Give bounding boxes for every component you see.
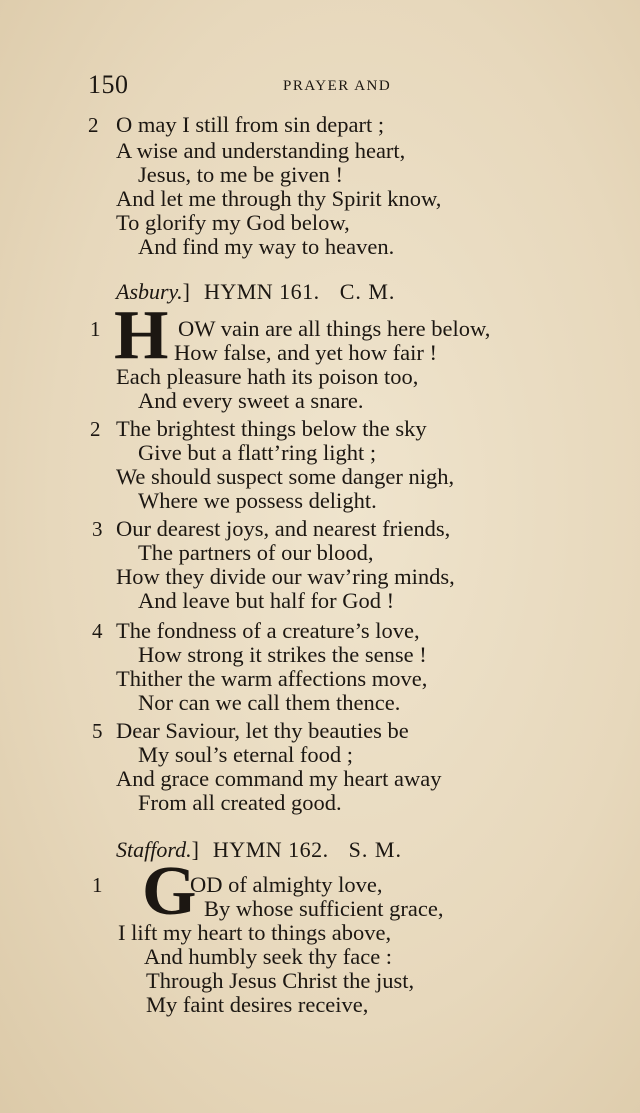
stanza-number: 3 bbox=[92, 517, 103, 541]
verse-line: Nor can we call them thence. bbox=[138, 690, 401, 715]
verse-line: We should suspect some danger nigh, bbox=[116, 464, 455, 489]
stanza-number: 1 bbox=[90, 317, 101, 341]
verse-line: A wise and understanding heart, bbox=[116, 138, 406, 163]
verse-line: And every sweet a snare. bbox=[138, 388, 364, 413]
verse-line: And let me through thy Spirit know, bbox=[116, 186, 442, 211]
verse-line: And leave but half for God ! bbox=[138, 588, 395, 613]
verse-line: And find my way to heaven. bbox=[138, 234, 395, 259]
hymn-number: HYMN 162. bbox=[212, 837, 329, 862]
verse-line: How false, and yet how fair ! bbox=[174, 340, 438, 365]
verse-line: I lift my heart to things above, bbox=[118, 920, 392, 945]
verse-line: The brightest things below the sky bbox=[116, 416, 427, 441]
verse-line: Where we possess delight. bbox=[138, 488, 377, 513]
verse-line: OW vain are all things here below, bbox=[178, 316, 491, 341]
stanza-number: 1 bbox=[92, 873, 103, 897]
verse-line: How they divide our wav’ring minds, bbox=[116, 564, 455, 589]
hymn-number: HYMN 161. bbox=[203, 279, 320, 304]
stanza-number: 2 bbox=[88, 113, 99, 137]
verse-line: Give but a flatt’ring light ; bbox=[138, 440, 377, 465]
stanza-number: 5 bbox=[92, 719, 103, 743]
verse-line: The fondness of a creature’s love, bbox=[116, 618, 420, 643]
verse-line: How strong it strikes the sense ! bbox=[138, 642, 427, 667]
verse-line: Each pleasure hath its poison too, bbox=[116, 364, 419, 389]
verse-line: Through Jesus Christ the just, bbox=[146, 968, 415, 993]
stanza-number: 4 bbox=[92, 619, 103, 643]
tune-bracket: ] bbox=[191, 837, 199, 862]
verse-line: Jesus, to me be given ! bbox=[138, 162, 343, 187]
verse-line: And humbly seek thy face : bbox=[144, 944, 393, 969]
drop-cap: G bbox=[142, 853, 197, 930]
verse-line: From all created good. bbox=[138, 790, 342, 815]
verse-line: OD of almighty love, bbox=[190, 872, 383, 897]
verse-line: My soul’s eternal food ; bbox=[138, 742, 353, 767]
verse-line: Thither the warm affections move, bbox=[116, 666, 428, 691]
verse-line: By whose sufficient grace, bbox=[204, 896, 444, 921]
verse-line: And grace command my heart away bbox=[116, 766, 442, 791]
verse-line: O may I still from sin depart ; bbox=[116, 112, 385, 137]
verse-line: Dear Saviour, let thy beauties be bbox=[116, 718, 409, 743]
verse-line: The partners of our blood, bbox=[138, 540, 374, 565]
page-number: 150 bbox=[88, 70, 129, 99]
tune-name: Asbury. bbox=[116, 279, 183, 304]
page-header bbox=[88, 70, 488, 104]
hymn-meter: C. M. bbox=[339, 279, 396, 304]
stanza-number: 2 bbox=[90, 417, 101, 441]
verse-line: To glorify my God below, bbox=[116, 210, 350, 235]
drop-cap: H bbox=[114, 297, 169, 374]
tune-name: Stafford. bbox=[116, 837, 192, 862]
verse-line: Our dearest joys, and nearest friends, bbox=[116, 516, 451, 541]
verse-line: My faint desires receive, bbox=[146, 992, 369, 1017]
running-head: PRAYER AND bbox=[283, 78, 392, 94]
tune-bracket: ] bbox=[182, 279, 190, 304]
hymn-meter: S. M. bbox=[348, 837, 402, 862]
